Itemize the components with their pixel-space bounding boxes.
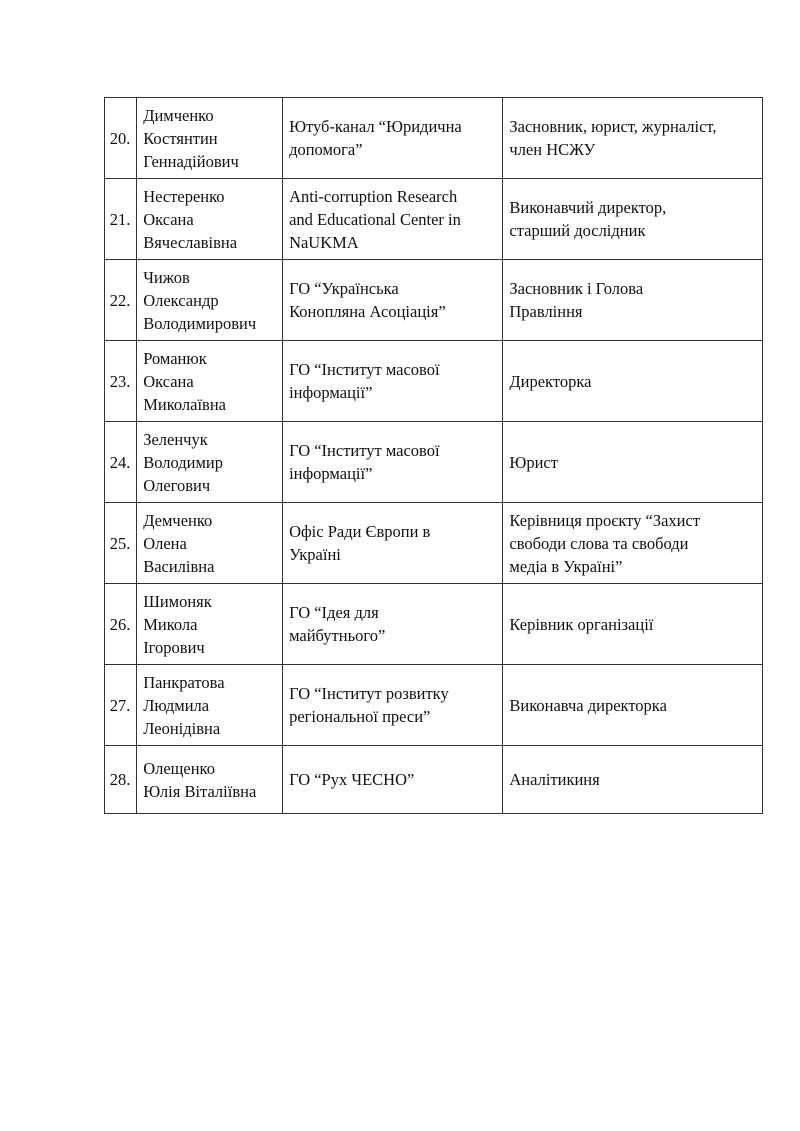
table-row: [105, 260, 763, 341]
person-name: Димченко Костянтин Геннадійович: [137, 98, 283, 179]
position: Засновник, юрист, журналіст, член НСЖУ: [503, 98, 763, 179]
person-name: Шимоняк Микола Ігорович: [137, 584, 283, 665]
organization: ГО “Рух ЧЕСНО”: [283, 746, 503, 814]
row-number: 26.: [105, 584, 137, 665]
position: Керівниця проєкту “Захист свободи слова та свободи медіа в Україні”: [503, 503, 763, 584]
row-number: 23.: [105, 341, 137, 422]
row-number: 27.: [105, 665, 137, 746]
table-row: [105, 422, 763, 503]
organization: Anti-corruption Research and Educational Center in NaUKMA: [283, 179, 503, 260]
person-name: Панкратова Людмила Леонідівна: [137, 665, 283, 746]
members-table: [104, 97, 763, 814]
person-name: Романюк Оксана Миколаївна: [137, 341, 283, 422]
person-name: Олещенко Юлія Віталіївна: [137, 746, 283, 814]
organization: Офіс Ради Європи в Україні: [283, 503, 503, 584]
position: Аналітикиня: [503, 746, 763, 814]
row-number: 20.: [105, 98, 137, 179]
table-row: [105, 341, 763, 422]
organization: ГО “Інститут масової інформації”: [283, 341, 503, 422]
organization: ГО “Інститут масової інформації”: [283, 422, 503, 503]
table-row: [105, 98, 763, 179]
position: Юрист: [503, 422, 763, 503]
position: Керівник організації: [503, 584, 763, 665]
organization: ГО “Українська Конопляна Асоціація”: [283, 260, 503, 341]
position: Виконавчий директор, старший дослідник: [503, 179, 763, 260]
row-number: 21.: [105, 179, 137, 260]
row-number: 28.: [105, 746, 137, 814]
row-number: 22.: [105, 260, 137, 341]
table-row: [105, 665, 763, 746]
table-row: [105, 584, 763, 665]
position: Директорка: [503, 341, 763, 422]
row-number: 24.: [105, 422, 137, 503]
row-number: 25.: [105, 503, 137, 584]
organization: ГО “Інститут розвитку регіональної преси”: [283, 665, 503, 746]
table-row: [105, 746, 763, 814]
organization: ГО “Ідея для майбутнього”: [283, 584, 503, 665]
table-row: [105, 179, 763, 260]
person-name: Зеленчук Володимир Олегович: [137, 422, 283, 503]
person-name: Демченко Олена Василівна: [137, 503, 283, 584]
person-name: Чижов Олександр Володимирович: [137, 260, 283, 341]
position: Засновник і Голова Правління: [503, 260, 763, 341]
table-row: [105, 503, 763, 584]
position: Виконавча директорка: [503, 665, 763, 746]
person-name: Нестеренко Оксана Вячеславівна: [137, 179, 283, 260]
organization: Ютуб-канал “Юридична допомога”: [283, 98, 503, 179]
